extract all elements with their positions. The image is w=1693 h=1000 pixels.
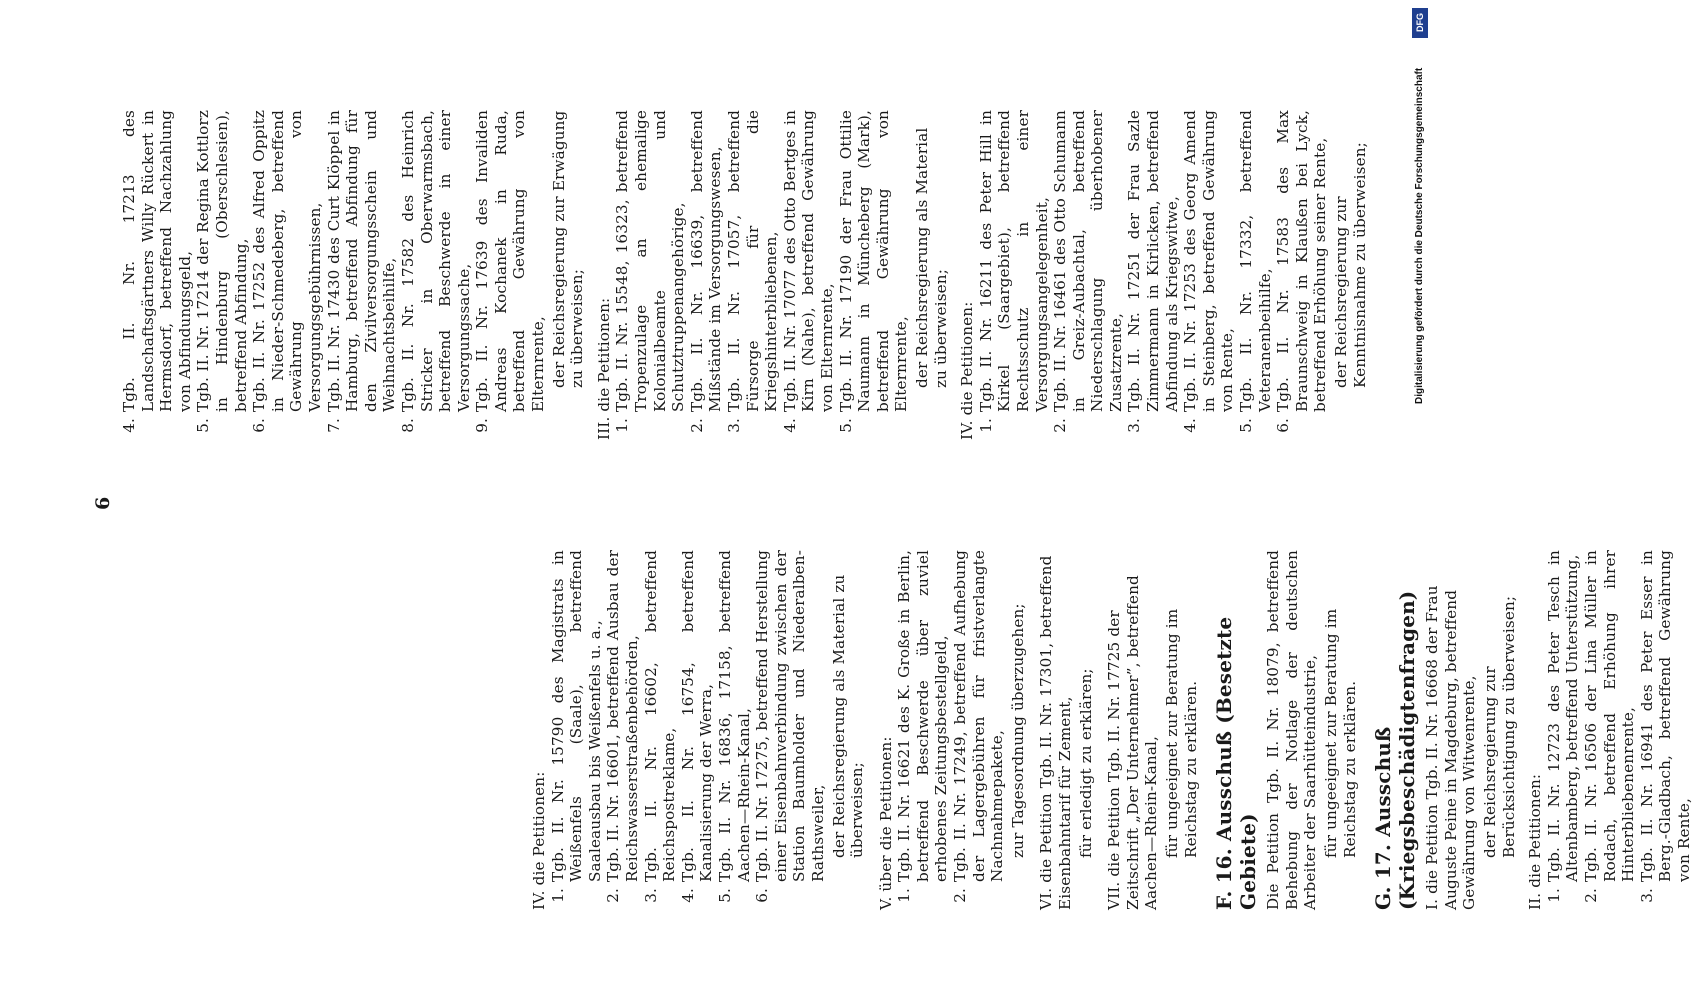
item-text: Tgb. II. Nr. 16941 des Peter Esser in Berg.-Gladbach, betreffend Gewährung von Rente, <box>1637 550 1693 882</box>
list-item <box>716 550 753 910</box>
item-text: Tgb. II. Nr. 17430 des Curt Klöppel in Hamburg, betreffend Abfindung für den Zivilversorgungsschein und Weihnachtsbeihilfe, <box>324 110 399 412</box>
section-heading: III. die Petitionen: <box>594 297 613 440</box>
item-number: 2. <box>1051 418 1070 433</box>
dfg-sidebar <box>1412 8 1428 988</box>
item-list <box>120 110 548 440</box>
conclusion: der Reichsregierung zur Berücksichtigung zu überweisen; <box>1480 595 1518 858</box>
item-list <box>1545 550 1693 910</box>
item-text: Tgb. II. Nr. 17275, betreffend Herstellung einer Eisenbahnverbindung zwischen der Station Baumholder und Niederalben-Rathsweiler, <box>753 550 827 882</box>
item-number: 5. <box>715 888 734 903</box>
item-number: 5. <box>1237 418 1256 433</box>
item-text: Tgb. II. Nr. 17253 des Georg Amend in Steinberg, betreffend Gewährung von Rente, <box>1181 110 1237 412</box>
item-number: 4. <box>120 418 138 433</box>
item-text: Tgb. II. Nr. 16461 des Otto Schumann in Greiz-Aubachtal, betreffend Niederschlagung überhobener Zusatzrente, <box>1051 110 1125 412</box>
item-number: 2. <box>951 888 970 903</box>
item-number: 1. <box>895 888 914 903</box>
digitization-note: Digitalisierung gefördert durch die Deutsche Forschungsgemeinschaft <box>1414 67 1425 404</box>
item-number: 1. <box>1544 888 1563 903</box>
item-number: 6. <box>250 418 269 433</box>
item-number: 5. <box>194 418 213 433</box>
list-item <box>549 550 605 910</box>
list-item <box>951 550 1007 910</box>
conclusion: der Reichsregierung zur Erwägung zu überweisen; <box>549 110 587 388</box>
item-list <box>895 550 1007 910</box>
item-text: Tgb. II. Nr. 16639, betreffend Mißstände im Versorgungswesen, <box>687 110 725 412</box>
list-item <box>725 110 781 440</box>
list-item <box>1274 110 1330 440</box>
list-item <box>1582 550 1638 910</box>
committee-heading-f16: F. 16. Ausschuß (Besetzte Gebiete) <box>1212 616 1261 910</box>
list-item <box>1051 110 1125 440</box>
list-item <box>473 110 547 440</box>
list-item <box>977 110 1051 440</box>
list-item <box>895 550 951 910</box>
item-text: Tgb. II. Nr. 15548, 16323, betreffend Tropenzulage an ehemalige Kolonialbeamte und Schutztruppenangehörige, <box>613 110 688 412</box>
item-number: 3. <box>1125 418 1144 433</box>
item-number: 7. <box>324 418 343 433</box>
list-item <box>250 110 324 440</box>
page-number: 6 <box>92 496 114 510</box>
item-number: 5. <box>836 418 855 433</box>
conclusion: für ungeeignet zur Beratung im Reichstag zu erklären. <box>1163 608 1200 858</box>
list-item <box>613 110 687 440</box>
item-text: Tgb. II. Nr. 12723 des Peter Tesch in Altenbamberg, betreffend Unterstützung, <box>1544 550 1582 882</box>
item-text: Tgb. II. Nr. 17190 der Frau Ottilie Naumann in Müncheberg (Mark), betreffend Gewährung von Elternrente, <box>836 110 911 412</box>
section-heading: I. die Petition Tgb. II. Nr. 16668 der Frau Auguste Peine in Magdeburg, betreffend Gewährung von Witwenrente, <box>1423 585 1479 910</box>
item-text: Tgb. II. Nr. 16211 des Peter Hill in Kirkel (Saargebiet), betreffend Rechtsschutz in einer Versorgungsangelegenheit, <box>976 110 1051 412</box>
item-text: Tgb. II. Nr. 16506 der Lina Müller in Rodach, betreffend Erhöhung ihrer Hinterbliebenenrente, <box>1581 550 1638 882</box>
item-list <box>549 550 828 910</box>
item-text: Tgb. II. Nr. 17213 des Landschaftsgärtners Willy Rückert in Hermsdorf, betreffend Nachzahlung von Abfindungsgeld, <box>120 110 194 412</box>
item-number: 9. <box>473 418 492 433</box>
item-number: 3. <box>725 418 743 433</box>
list-item <box>399 110 473 440</box>
item-text: Tgb. II. Nr. 16602, betreffend Reichspostreklame, <box>641 550 679 882</box>
item-number: 2. <box>604 888 623 903</box>
section-heading: V. über die Petitionen: <box>876 736 895 910</box>
list-item <box>642 550 679 910</box>
item-text: Tgb. II. Nr. 17252 des Alfred Oppitz in Nieder-Schmedeberg, betreffend Gewährung von Versorgungsgebührnissen, <box>250 110 324 412</box>
section-iv <box>530 550 867 910</box>
section-vi <box>1037 550 1095 910</box>
petition-text: Die Petition Tgb. II. Nr. 18079, betreffend Behebung der Notlage der deutschen Arbeiter der Saarhütteindustrie, <box>1264 550 1320 910</box>
item-number: 2. <box>687 418 706 433</box>
conclusion: der Reichsregierung zur Kenntnisnahme zu überweisen; <box>1332 142 1369 388</box>
list-item <box>1545 550 1582 910</box>
item-number: 3. <box>641 888 660 903</box>
item-number: 4. <box>780 418 799 433</box>
item-number: 6. <box>753 888 772 903</box>
section-heading: IV. die Petitionen: <box>958 301 977 440</box>
conclusion: der Reichsregierung als Material zu überweisen; <box>912 127 950 388</box>
list-item <box>1638 550 1693 910</box>
item-text: Tgb. II. Nr. 17249, betreffend Aufhebung der Lagergebühren für fristverlangte Nachnahmepakete, <box>951 550 1007 882</box>
list-item <box>604 550 641 910</box>
section-heading: II. die Petitionen: <box>1526 773 1545 910</box>
item-text: Tgb. II. Nr. 17582 des Heinrich Stricker in Oberwarmsbach, betreffend Beschwerde in einer Versorgungssache, <box>398 110 473 412</box>
item-text: Tgb. II. Nr. 16754, betreffend Kanalisierung der Werra, <box>678 550 716 882</box>
list-item <box>837 110 911 440</box>
item-list <box>613 110 911 440</box>
item-number: 2. <box>1581 888 1600 903</box>
section-v <box>877 550 1028 910</box>
item-text: Tgb. II. Nr. 17583 des Max Braunschweig in Klaußen bei Lyck, betreffend Erhöhung seiner Rente, <box>1274 110 1330 412</box>
list-item <box>325 110 399 440</box>
section-heading: VI. die Petition Tgb. II. Nr. 17301, betreffend Eisenbahntarif für Zement, <box>1037 555 1075 910</box>
item-text: Tgb. II. Nr. 17214 der Regina Kottlorz in Hindenburg (Oberschlesien), betreffend Abfindung, <box>194 110 250 412</box>
item-number: 1. <box>613 418 632 433</box>
list-item <box>781 110 837 440</box>
item-number: 4. <box>678 888 697 903</box>
conclusion: der Reichsregierung als Material zu überweisen; <box>829 574 867 858</box>
item-text: Tgb. II. Nr. 17057, betreffend Fürsorge für die Kriegshinterbliebenen, <box>725 110 781 412</box>
conclusion: für ungeeignet zur Beratung im Reichstag zu erklären. <box>1321 608 1359 858</box>
item-text: Tgb. II. Nr. 17251 der Frau Sazle Zimmermann in Kirlicken, betreffend Abfindung als Kriegswitwe, <box>1125 110 1181 412</box>
list-item <box>688 110 725 440</box>
list-item <box>753 550 827 910</box>
item-text: Tgb. II. Nr. 17077 des Otto Bertges in Kirn (Nahe), betreffend Gewährung von Elternrente, <box>780 110 836 412</box>
list-item <box>1181 110 1237 440</box>
section-vii <box>1105 550 1200 910</box>
item-text: Tgb. II. Nr. 16621 des K. Große in Berlin, betreffend Beschwerde über zuviel erhobenes Zeitungsbestellgeld, <box>895 550 951 882</box>
item-number: 4. <box>1181 418 1200 433</box>
item-text: Tgb. II. Nr. 16836, 17158, betreffend Aachen—Rhein-Kanal, <box>715 550 753 882</box>
item-number: 1. <box>548 888 567 903</box>
item-text: Tgb. II. Nr. 17639 des Invaliden Andreas Kochanek in Ruda, betreffend Gewährung von Elternrente, <box>473 110 548 412</box>
item-list <box>977 110 1330 440</box>
list-item <box>194 110 250 440</box>
item-number: 8. <box>398 418 417 433</box>
item-text: Tgb. II. Nr. 16601, betreffend Ausbau der Reichswasserstraßenbehörden, <box>604 550 641 882</box>
list-item <box>120 110 194 440</box>
item-number: 3. <box>1637 888 1656 903</box>
list-item <box>679 550 716 910</box>
conclusion: zur Tagesordnung überzugehen; <box>1008 603 1027 858</box>
conclusion: für erledigt zu erklären; <box>1076 668 1095 858</box>
section-heading: IV. die Petitionen: <box>530 771 548 910</box>
item-text: Tgb. II. Nr. 17332, betreffend Veteranenbeihilfe, <box>1237 110 1274 412</box>
right-column <box>120 110 1377 440</box>
left-column <box>520 550 1693 910</box>
item-number: 1. <box>976 418 995 433</box>
item-number: 6. <box>1274 418 1293 433</box>
item-text: Tgb. II. Nr. 15790 des Magistrats in Weißenfels (Saale), betreffend Saaleausbau bis Weißenfels u. a., <box>548 550 604 882</box>
list-item <box>1237 110 1274 440</box>
list-item <box>1125 110 1181 440</box>
committee-heading-g17: G. 17. Ausschuß (Kriegsbeschädigtenfragen) <box>1371 590 1420 910</box>
dfg-logo: DFG <box>1412 8 1428 38</box>
section-heading: VII. die Petition Tgb. II. Nr. 17725 der Zeitschrift „Der Unternehmer”, betreffend Aachen—Rhein-Kanal, <box>1105 575 1161 910</box>
